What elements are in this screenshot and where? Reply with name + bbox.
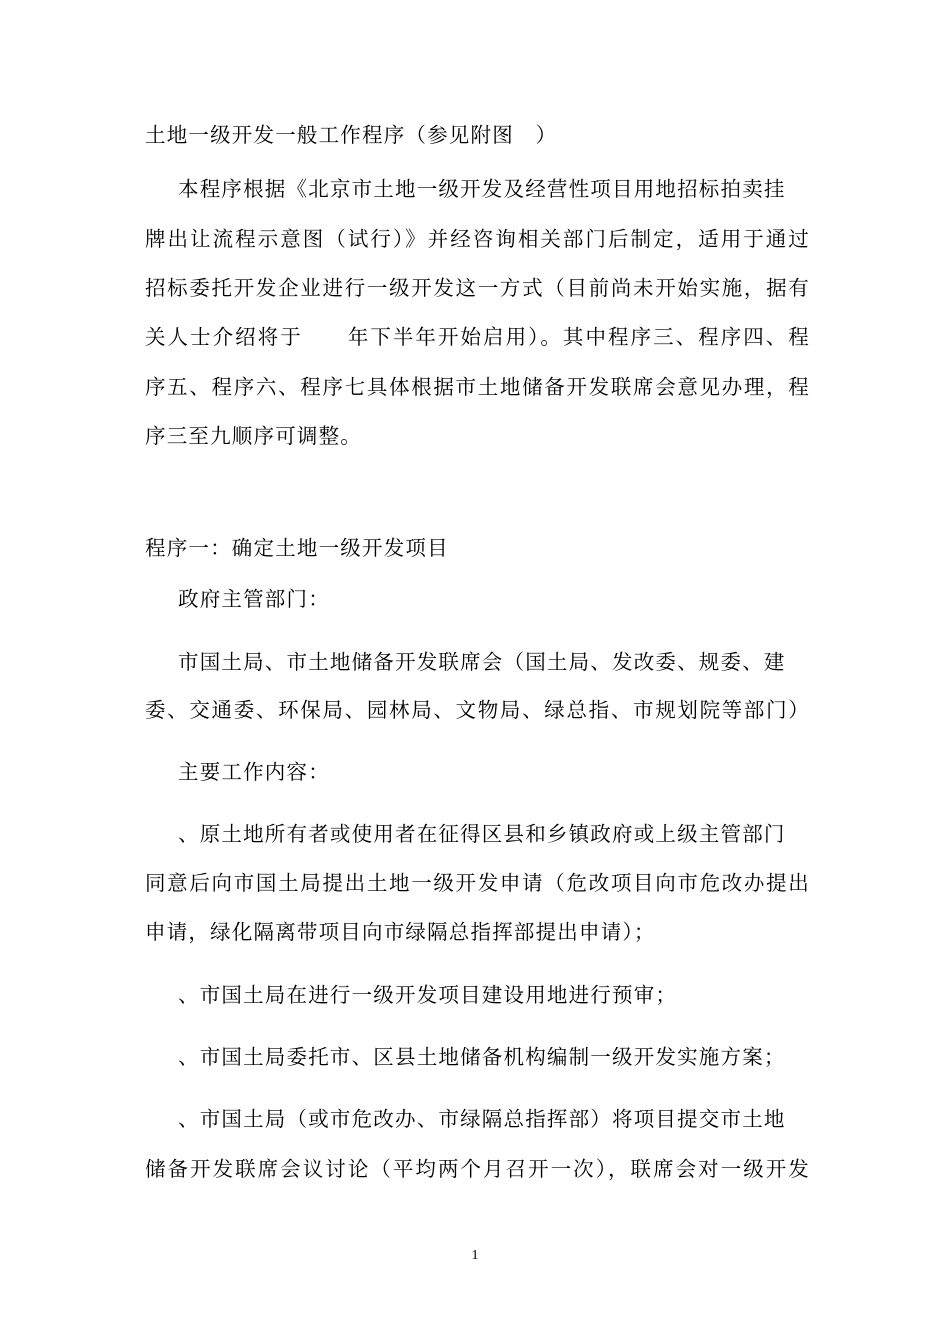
list-item-line: 、市国土局委托市、区县土地储备机构编制一级开发实施方案； xyxy=(178,1045,786,1069)
paragraph-line: 关人士介绍将于 年下半年开始启用）。其中程序三、程序四、程 xyxy=(145,325,810,349)
list-item-line: 、市国土局在进行一级开发项目建设用地进行预审； xyxy=(178,983,678,1007)
paragraph-line: 牌出让流程示意图（试行）》并经咨询相关部门后制定，适用于通过 xyxy=(145,227,810,251)
list-item-line: 、原土地所有者或使用者在征得区县和乡镇政府或上级主管部门 xyxy=(178,822,786,846)
list-item-line: 申请，绿化隔离带项目向市绿隔总指挥部提出申请）； xyxy=(145,920,656,944)
paragraph-line: 本程序根据《北京市土地一级开发及经营性项目用地招标拍卖挂 xyxy=(178,177,786,201)
procedure-heading: 程序一：确定土地一级开发项目 xyxy=(145,536,449,560)
section-heading: 土地一级开发一般工作程序（参见附图 ） xyxy=(145,123,558,147)
paragraph-line: 市国土局、市土地储备开发联席会（国土局、发改委、规委、建 xyxy=(178,650,786,674)
department-label: 政府主管部门： xyxy=(178,587,330,611)
paragraph-line: 招标委托开发企业进行一级开发这一方式（目前尚未开始实施，据有 xyxy=(145,276,810,300)
list-item-line: 、市国土局（或市危改办、市绿隔总指挥部）将项目提交市土地 xyxy=(178,1107,786,1131)
list-item-line: 储备开发联席会议讨论（平均两个月召开一次），联席会对一级开发 xyxy=(145,1157,810,1181)
paragraph-line: 序五、程序六、程序七具体根据市土地储备开发联席会意见办理，程 xyxy=(145,375,810,399)
paragraph-line: 委、交通委、环保局、园林局、文物局、绿总指、市规划院等部门） xyxy=(145,698,810,722)
work-content-label: 主要工作内容： xyxy=(178,760,330,784)
list-item-line: 同意后向市国土局提出土地一级开发申请（危改项目向市危改办提出 xyxy=(145,871,810,895)
paragraph-line: 序三至九顺序可调整。 xyxy=(145,424,362,448)
page-number: 1 xyxy=(471,1248,479,1263)
